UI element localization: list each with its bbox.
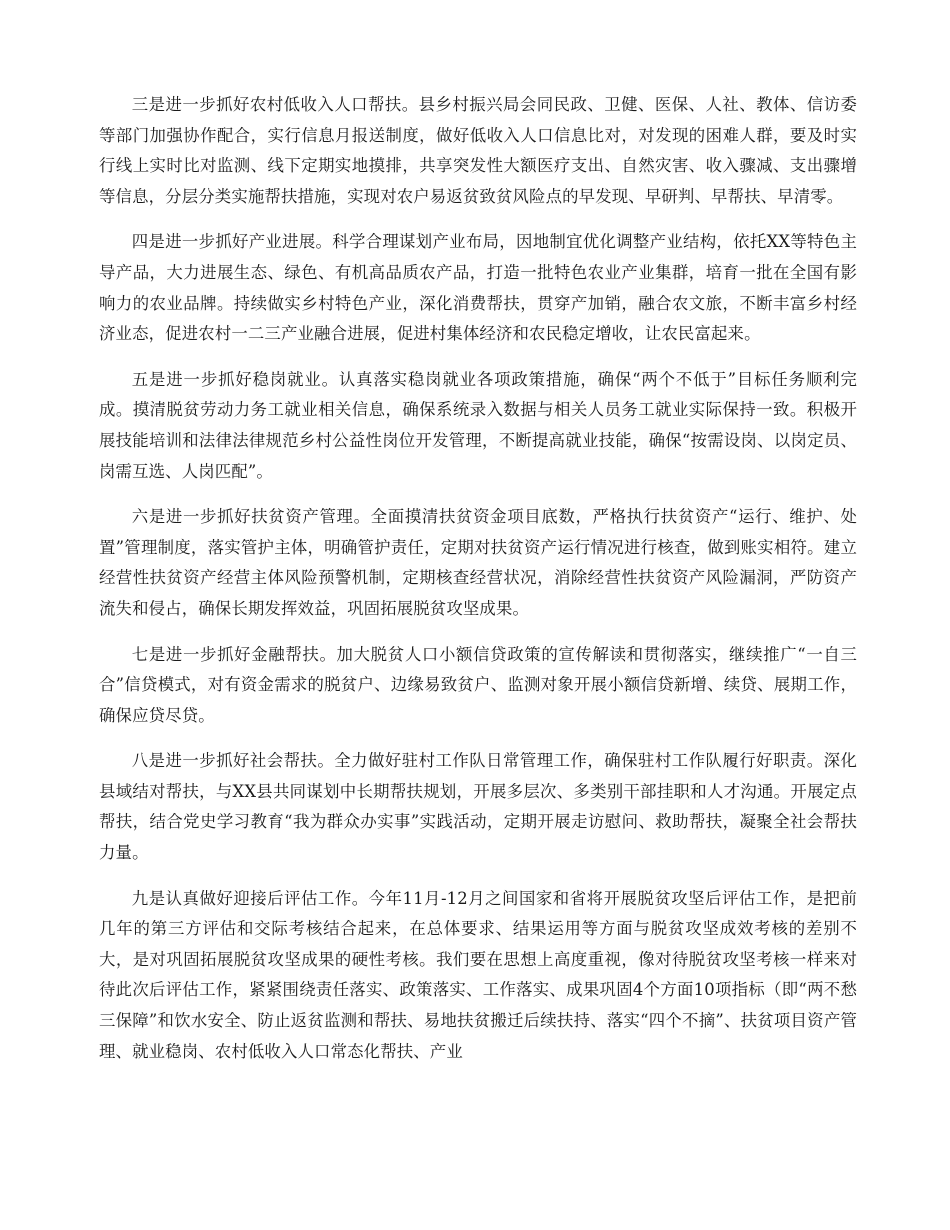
- paragraph-social-assistance: 八是进一步抓好社会帮扶。全力做好驻村工作队日常管理工作，确保驻村工作队履行好职责。深化县域结对帮扶，与XX县共同谋划中长期帮扶规划，开展多层次、多类别干部挂职和人才沟通。开展定点帮扶，结合党史学习教育“我为群众办实事”实践活动，定期开展走访慰问、救助帮扶，凝聚全社会帮扶力量。: [99, 751, 857, 863]
- paragraph-low-income-assistance: 三是进一步抓好农村低收入人口帮扶。县乡村振兴局会同民政、卫健、医保、人社、教体、信访委等部门加强协作配合，实行信息月报送制度，做好低收入人口信息比对，对发现的困难人群，要及时实行线上实时比对监测、线下定期实地摸排，共享突发性大额医疗支出、自然灾害、收入骤减、支出骤增等信息，分层分类实施帮扶措施，实现对农户易返贫致贫风险点的早发现、早研判、早帮扶、早清零。: [99, 95, 857, 206]
- paragraph-industry-development: 四是进一步抓好产业进展。科学合理谋划产业布局，因地制宜优化调整产业结构，依托XX等特色主导产品，大力进展生态、绿色、有机高品质农产品，打造一批特色农业产业集群，培育一批在全国有影响力的农业品牌。持续做实乡村特色产业，深化消费帮扶，贯穿产加销，融合农文旅，不断丰富乡村经济业态，促进农村一二三产业融合进展，促进村集体经济和农民稳定增收，让农民富起来。: [99, 232, 857, 344]
- paragraph-poverty-asset-management: 六是进一步抓好扶贫资产管理。全面摸清扶贫资金项目底数，严格执行扶贫资产“运行、维护、处置”管理制度，落实管护主体，明确管护责任，定期对扶贫资产运行情况进行核查，做到账实相符。建立经营性扶贫资产经营主体风险预警机制，定期核查经营状况，消除经营性扶贫资产风险漏洞，严防资产流失和侵占，确保长期发挥效益，巩固拓展脱贫攻坚成果。: [99, 507, 857, 618]
- document-body: [99, 90, 857, 1082]
- paragraph-stable-employment: 五是进一步抓好稳岗就业。认真落实稳岗就业各项政策措施，确保“两个不低于”目标任务顺利完成。摸清脱贫劳动力务工就业相关信息，确保系统录入数据与相关人员务工就业实际保持一致。积极开展技能培训和法律法律规范乡村公益性岗位开发管理，不断提高就业技能，确保“按需设岗、以岗定员、岗需互选、人岗匹配”。: [99, 369, 857, 481]
- paragraph-post-evaluation: 九是认真做好迎接后评估工作。今年11月-12月之间国家和省将开展脱贫攻坚后评估工作，是把前几年的第三方评估和交际考核结合起来，在总体要求、结果运用等方面与脱贫攻坚成效考核的差别不大，是对巩固拓展脱贫攻坚成果的硬性考核。我们要在思想上高度重视，像对待脱贫攻坚考核一样来对待此次后评估工作，紧紧围绕责任落实、政策落实、工作落实、成果巩固4个方面10项指标（即“两不愁三保障”和饮水安全、防止返贫监测和帮扶、易地扶贫搬迁后续扶持、落实“四个不摘”、扶贫项目资产管理、就业稳岗、农村低收入人口常态化帮扶、产业: [99, 888, 857, 1061]
- paragraph-financial-assistance: 七是进一步抓好金融帮扶。加大脱贫人口小额信贷政策的宣传解读和贯彻落实，继续推广“一自三合”信贷模式，对有资金需求的脱贫户、边缘易致贫户、监测对象开展小额信贷新增、续贷、展期工作，确保应贷尽贷。: [99, 644, 857, 725]
